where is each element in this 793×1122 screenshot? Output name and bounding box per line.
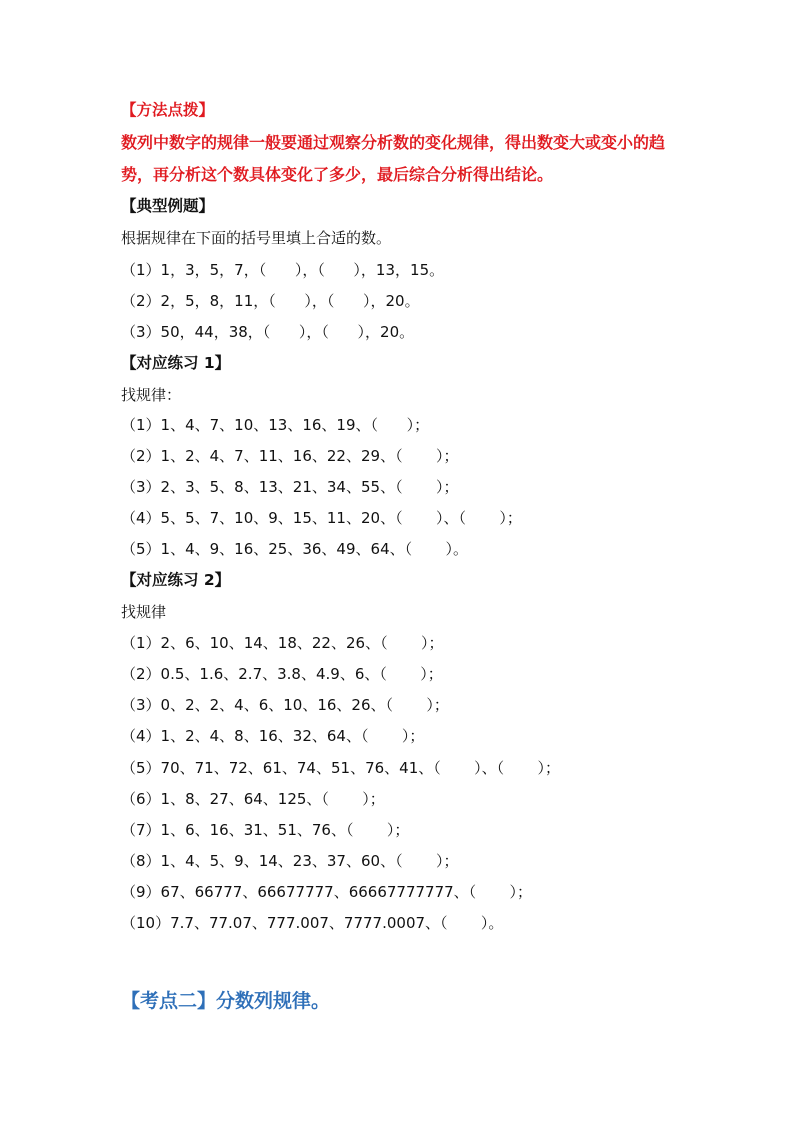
- section2-heading: 【考点二】分数列规律。: [121, 990, 331, 1012]
- practice2-item-2: （2）0.5、1.6、2.7、3.8、4.9、6、（ ）；: [121, 665, 443, 683]
- practice2-item-8: （8）1、4、5、9、14、23、37、60、（ ）；: [121, 852, 459, 870]
- practice2-item-10: （10）7.7、77.07、777.007、7777.0007、（ ）。: [121, 914, 504, 932]
- practice2-item-3: （3）0、2、2、4、6、10、16、26、（ ）；: [121, 696, 449, 714]
- practice1-instruction: 找规律：: [121, 386, 182, 404]
- practice2-item-4: （4）1、2、4、8、16、32、64、（ ）；: [121, 727, 425, 745]
- examples-instruction: 根据规律在下面的括号里填上合适的数。: [121, 229, 392, 247]
- method-text-line-2: 势，再分析这个数具体变化了多少，最后综合分析得出结论。: [121, 165, 554, 184]
- practice2-item-7: （7）1、6、16、31、51、76、（ ）；: [121, 821, 410, 839]
- practice2-heading: 【对应练习 2】: [121, 571, 231, 589]
- practice1-item-1: （1）1、4、7、10、13、16、19、（ ）；: [121, 416, 430, 434]
- practice1-item-3: （3）2、3、5、8、13、21、34、55、（ ）；: [121, 478, 459, 496]
- practice1-item-4: （4）5、5、7、10、9、15、11、20、（ ）、（ ）；: [121, 509, 522, 527]
- method-text-line-1: 数列中数字的规律一般要通过观察分析数的变化规律，得出数变大或变小的趋: [121, 133, 666, 152]
- practice1-item-5: （5）1、4、9、16、25、36、49、64、（ ）。: [121, 540, 468, 558]
- practice2-item-9: （9）67、66777、66677777、66667777777、（ ）；: [121, 883, 533, 901]
- example-item-2: （2）2，5，8，11，（ ），（ ），20。: [121, 292, 420, 310]
- practice1-heading: 【对应练习 1】: [121, 354, 231, 372]
- method-heading: 【方法点拨】: [121, 101, 215, 119]
- practice2-instruction: 找规律: [121, 603, 167, 621]
- practice2-item-5: （5）70、71、72、61、74、51、76、41、（ ）、（ ）；: [121, 759, 560, 777]
- example-item-1: （1）1，3，5，7，（ ），（ ），13，15。: [121, 261, 445, 279]
- practice2-item-6: （6）1、8、27、64、125、（ ）；: [121, 790, 385, 808]
- example-item-3: （3）50，44，38，（ ），（ ），20。: [121, 323, 415, 341]
- examples-heading: 【典型例题】: [121, 197, 215, 215]
- practice1-item-2: （2）1、2、4、7、11、16、22、29、（ ）；: [121, 447, 459, 465]
- practice2-item-1: （1）2、6、10、14、18、22、26、（ ）；: [121, 634, 444, 652]
